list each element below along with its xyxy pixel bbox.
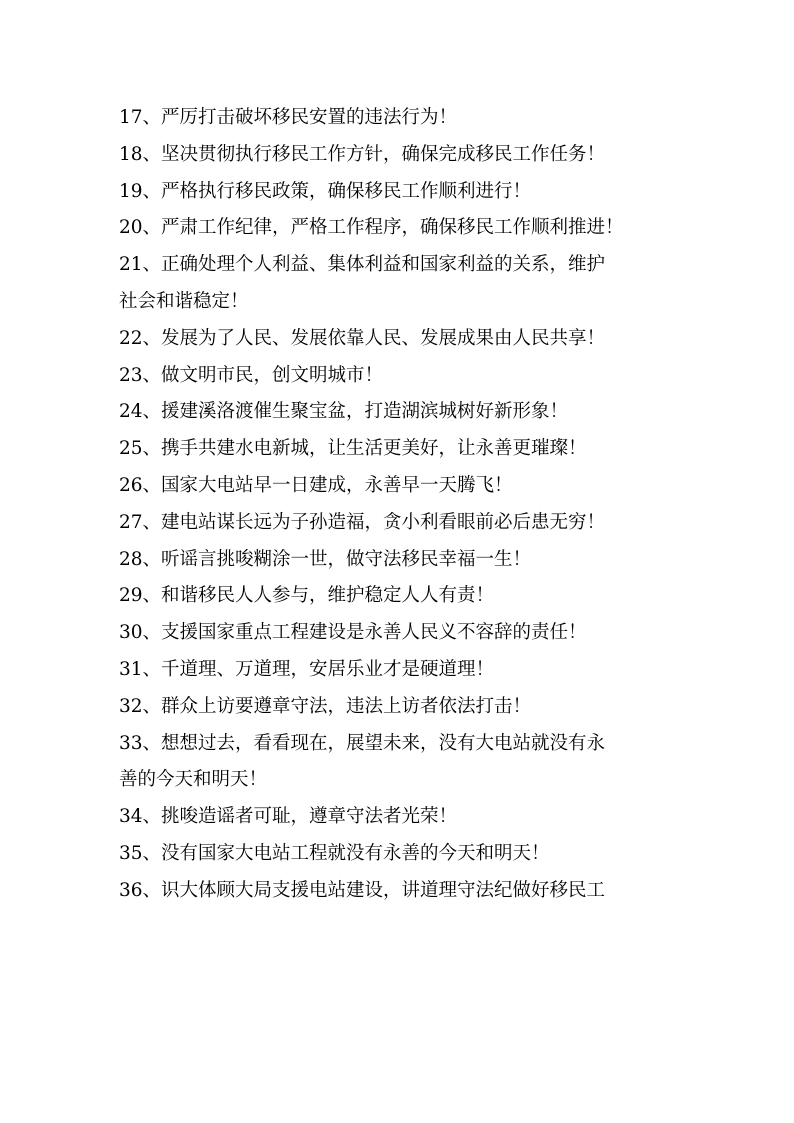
- text-line: 21、正确处理个人利益、集体利益和国家利益的关系，维护: [119, 254, 606, 276]
- text-line: 26、国家大电站早一日建成，永善早一天腾飞！: [119, 474, 513, 496]
- text-line: 29、和谐移民人人参与，维护稳定人人有责！: [119, 585, 495, 607]
- text-line: 17、严厉打击破坏移民安置的违法行为！: [119, 107, 458, 128]
- text-line: 36、识大体顾大局支援电站建设，讲道理守法纪做好移民工: [119, 879, 606, 901]
- text-line: 31、千道理、万道理，安居乐业才是硬道理！: [119, 658, 495, 680]
- text-line: 33、想想过去，看看现在，展望未来，没有大电站就没有永: [119, 732, 606, 754]
- text-line: 善的今天和明天！: [119, 769, 268, 791]
- text-line: 30、支援国家重点工程建设是永善人民义不容辞的责任！: [119, 622, 587, 644]
- text-line: 20、严肃工作纪律，严格工作程序，确保移民工作顺利推进！: [119, 217, 624, 239]
- text-line: 24、援建溪洛渡催生聚宝盆，打造湖滨城树好新形象！: [119, 401, 569, 423]
- text-line: 32、群众上访要遵章守法，违法上访者依法打击！: [119, 695, 532, 717]
- text-line: 社会和谐稳定！: [119, 290, 249, 312]
- text-line: 35、没有国家大电站工程就没有永善的今天和明天！: [119, 842, 550, 864]
- text-line: 34、挑唆造谣者可耻，遵章守法者光荣！: [119, 806, 458, 828]
- text-line: 23、做文明市民，创文明城市！: [119, 364, 384, 386]
- text-line: 22、发展为了人民、发展依靠人民、发展成果由人民共享！: [119, 327, 606, 349]
- text-line: 19、严格执行移民政策，确保移民工作顺利进行！: [119, 180, 532, 202]
- document-body: [119, 100, 689, 910]
- text-line: 25、携手共建水电新城，让生活更美好，让永善更璀璨！: [119, 438, 587, 460]
- text-line: 27、建电站谋长远为子孙造福，贪小利看眼前必后患无穷！: [119, 511, 606, 533]
- text-line: 28、听谣言挑唆糊涂一世，做守法移民幸福一生！: [119, 548, 532, 570]
- text-line: 18、坚决贯彻执行移民工作方针，确保完成移民工作任务！: [119, 143, 606, 165]
